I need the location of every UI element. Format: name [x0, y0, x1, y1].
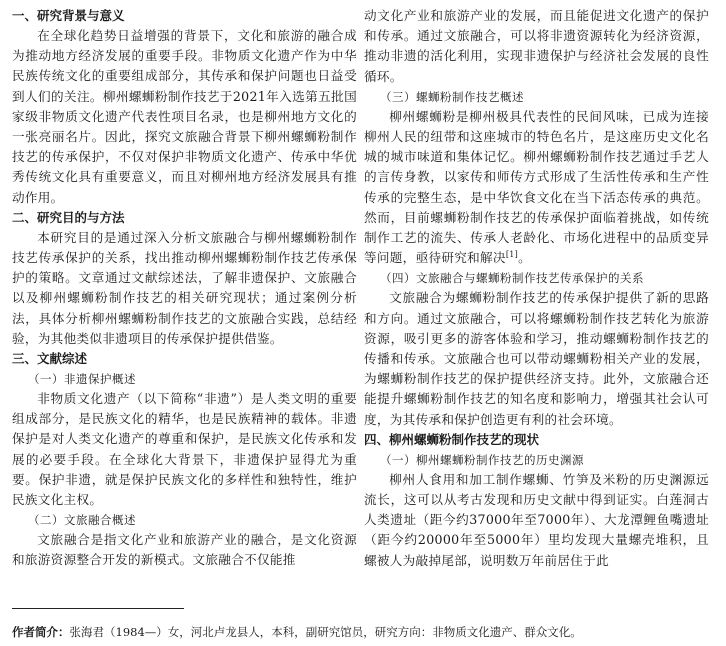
paragraph-purpose: 本研究目的是通过深入分析文旅融合与柳州螺蛳粉制作技艺传承保护的关系，找出推动柳州螺蛳粉制作技艺传承保护的策略。文章通过文献综述法，了解非遗保护、文旅融合以及柳州螺蛳粉制作技艺的相关研究现状；通过案例分析法，具体分析柳州螺蛳粉制作技艺的文旅融合实践，总结经验，为其他类似非遗项目的传承保护提供借鉴。 — [12, 229, 357, 346]
section-heading-literature: 三、文献综述 — [12, 351, 88, 367]
subsection-heading-relationship: （四）文旅融合与螺蛳粉制作技艺传承保护的关系 — [380, 271, 644, 286]
right-column — [364, 6, 709, 571]
footnote-text: 张海君（1984—）女，河北卢龙县人，本科，副研究馆员，研究方向：非物质文化遗产、群众文化。 — [69, 625, 582, 639]
section-heading-background: 一、研究背景与意义 — [12, 8, 125, 23]
citation-marker: [1] — [505, 250, 519, 260]
paragraph-luosifen-craft — [364, 107, 709, 269]
paragraph-luosifen-craft-text: 柳州螺蛳粉是柳州极具代表性的民间风味，已成为连接柳州人民的纽带和这座城市的特色名片，是这座历史文化名城的城市味道和集体记忆。柳州螺蛳粉制作技艺通过手艺人的言传身教，以家传和师传方式形成了生活性传承和生产性传承的完整生态，是中华饮食文化在当下活态传承的典范。然而，目前螺蛳粉制作技艺的传承保护面临着挑战，如传统制作工艺的流失、传承人老龄化、市场化进程中的品质变异等问题，亟待研究和解决 — [364, 108, 709, 266]
paragraph-end-punctuation: 。 — [518, 250, 531, 266]
footnote-label: 作者简介： — [12, 625, 70, 639]
paragraph-culture-tourism: 文旅融合是指文化产业和旅游产业的融合，是文化资源和旅游资源整合开发的新模式。文旅融合不仅能推 — [12, 532, 357, 568]
subsection-heading-history: （一）柳州螺蛳粉制作技艺的历史渊源 — [380, 452, 584, 467]
author-footnote — [12, 624, 722, 640]
subsection-heading-culture-tourism: （二）文旅融合概述 — [28, 513, 136, 528]
paragraph-history: 柳州人食用和加工制作螺蛳、竹笋及米粉的历史渊源远流长，这可以从考古发现和历史文献中得到证实。白莲洞古人类遗址（距今约37000年至7000年）、大龙潭鲤鱼嘴遗址（距今约20000年至5000年）里均发现大量螺壳堆积，且螺被人为敲掉尾部，说明数万年前居住于此 — [364, 471, 709, 568]
paragraph-background: 在全球化趋势日益增强的背景下，文化和旅游的融合成为推动地方经济发展的重要手段。非物质文化遗产作为中华民族传统文化的重要组成部分，其传承和保护问题也日益受到人们的关注。柳州螺蛳粉制作技艺于2021年入选第五批国家级非物质文化遗产代表性项目名录，也是柳州地方文化的一张亮丽名片。因此，探究文旅融合背景下柳州螺蛳粉制作技艺的传承保护，不仅对保护非物质文化遗产、传承中华优秀传统文化具有重要意义，而且对柳州地方经济发展具有推动作用。 — [12, 28, 357, 205]
subsection-heading-ich-protection: （一）非遗保护概述 — [28, 372, 136, 387]
section-heading-purpose: 二、研究目的与方法 — [12, 209, 125, 225]
footnote-divider — [12, 608, 184, 609]
subsection-heading-luosifen-craft: （三）螺蛳粉制作技艺概述 — [380, 89, 524, 104]
paragraph-culture-tourism-continued: 动文化产业和旅游产业的发展，而且能促进文化遗产的保护和传承。通过文旅融合，可以将非遗资源转化为经济资源，推动非遗的活化利用，实现非遗保护与经济社会发展的良性循环。 — [364, 8, 709, 84]
paragraph-relationship: 文旅融合为螺蛳粉制作技艺的传承保护提供了新的思路和方向。通过文旅融合，可以将螺蛳粉制作技艺转化为旅游资源，吸引更多的游客体验和学习，推动螺蛳粉制作技艺的传播和传承。文旅融合也可以带动螺蛳粉相关产业的发展，为螺蛳粉制作技艺的保护提供经济支持。此外，文旅融合还能提升螺蛳粉制作技艺的知名度和影响力，增强其社会认可度，为其传承和保护创造更有利的社会环境。 — [364, 290, 709, 427]
section-heading-status: 四、柳州螺蛳粉制作技艺的现状 — [364, 431, 540, 447]
paragraph-ich-protection: 非物质文化遗产（以下简称“非遗”）是人类文明的重要组成部分，是民族文化的精华，也是民族精神的载体。非遗保护是对人类文化遗产的尊重和保护，是民族文化传承和发展的必要手段。在全球化大背景下，非遗保护显得尤为重要。保护非遗，就是保护民族文化的多样性和独特性，维护民族文化主权。 — [12, 391, 357, 508]
left-column — [12, 6, 357, 571]
